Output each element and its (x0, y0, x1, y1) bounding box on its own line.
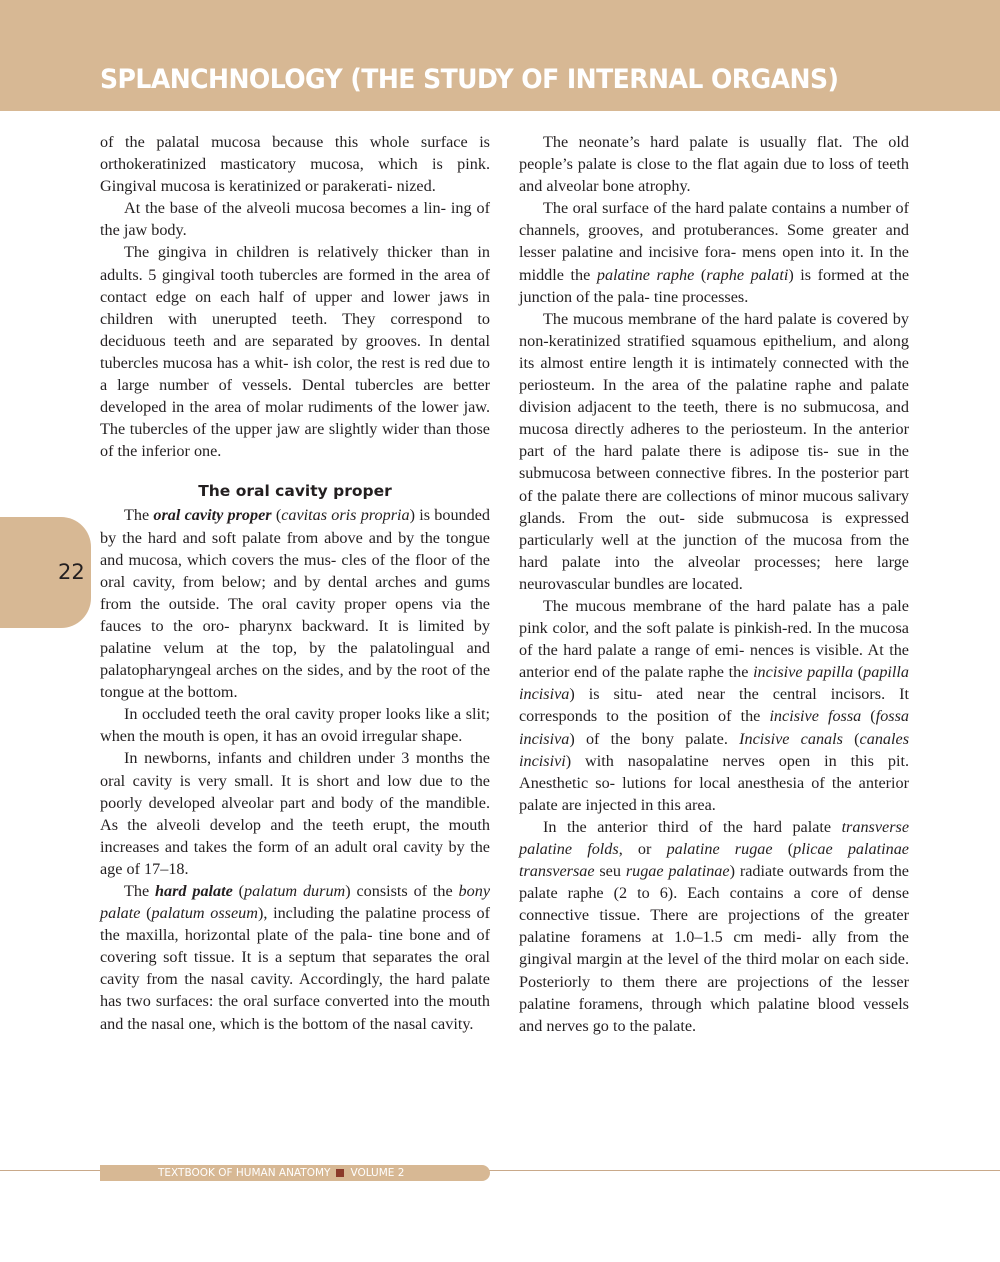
page-number: 22 (58, 560, 85, 584)
term-italic: transverse palatine folds (519, 817, 909, 858)
latin-term: palatum osseum (151, 904, 258, 923)
term-italic: incisive papilla (753, 663, 854, 682)
latin-term: papilla incisiva (519, 663, 909, 704)
latin-term: palatum durum (244, 882, 346, 900)
square-bullet-icon (336, 1169, 344, 1177)
running-header-title: SPLANCHNOLOGY (THE STUDY OF INTERNAL ORGANS) (100, 64, 839, 95)
term-italic: incisive fossa (769, 707, 862, 726)
paragraph: The oral surface of the hard palate contains a number of channels, grooves, and protuberances. Some greater and lesser palatine and incisive fora- mens open into it. In the middle the palatine raphe (raphe palati) is formed at the junction of the pala- tine processes. (519, 199, 910, 306)
latin-term: rugae palatinae (625, 862, 730, 881)
paragraph: The neonate’s hard palate is usually flat. The old people’s palate is close to the flat again due to loss of teeth and alveolar bone atrophy. (519, 133, 909, 196)
term-italic: bony palate (100, 882, 490, 923)
paragraph: In the anterior third of the hard palate transverse palatine folds, or palatine rugae (plicae palatinae transversae seu rugae palatinae) radiate outwards from the palate raphe (2 to 6). Each contains a core of dense connective tissue. There are projections of the greater palatine foramens at 1.0–1.5 cm medi- ally from the gingival margin at the level of the third molar on each side. Posteriorly to them there are projections of the lesser palatine foramens, through which palatine blood vessels and nerves go to the palate. (519, 817, 909, 1035)
paragraph: In newborns, infants and children under 3 months the oral cavity is very small. It is short and low due to the poorly developed alveolar part and body of the mandible. As the alveoli develop and the teeth erupt, the mouth increases and takes the form of an adult oral cavity by the age of 17–18. (100, 749, 490, 878)
term-bold-italic: oral cavity proper (153, 506, 272, 525)
paragraph: of the palatal mucosa because this whole surface is orthokeratinized masticatory mucosa, which is pink. Gingival mucosa is keratinized or parakerati- nized. (100, 133, 490, 196)
footer-book-title: TEXTBOOK OF HUMAN ANATOMY (158, 1167, 331, 1179)
paragraph: The mucous membrane of the hard palate is covered by non-keratinized stratified squamous epithelium, and along its almost entire length it is intimately connected with the periosteum. In the area of the palatine raphe and palate division adjacent to the teeth, there is no submucosa, and mucosa directly adheres to the periosteum. In the anterior part of the hard palate there is adipose tis- sue in the submucosa between connective fibres. In the posterior part of the palate there are collections of minor mucous salivary glands. From the out- side submucosa is expressed particularly well at the junction of the mucosa from the hard palate into the alveolar processes; here large neurovascular bundles are located. (519, 309, 909, 593)
paragraph: The hard palate (palatum durum) consists of the bony palate (palatum osseum), including the palatine process of the maxilla, horizontal plate of the pala- tine bone and of covering soft tissue. It is a septum that separates the oral cavity from the nasal cavity. Accordingly, the hard palate has two surfaces: the oral surface converted into the mouth and the nasal one, which is the bottom of the nasal cavity. (100, 882, 490, 1033)
term-italic: palatine rugae (666, 840, 773, 858)
paragraph: In occluded teeth the oral cavity proper looks like a slit; when the mouth is open, it has an ovoid irregular shape. (100, 705, 490, 746)
footer-bar (100, 1165, 490, 1181)
term-bold-italic: hard palate (155, 882, 233, 900)
header-band (0, 0, 1000, 111)
paragraph: The gingiva in children is relatively thicker than in adults. 5 gingival tooth tubercles are formed in the area of contact edge on each half of upper and lower jaws in children with unerupted teeth. They correspond to deciduous teeth and are separated by grooves. In dental tubercles mucosa has a whit- ish color, the rest is red due to a large number of vessels. Dental tubercles are better developed in the area of molar rudiments of the lower jaw. The tubercles of the upper jaw are slightly wider than those of the inferior one. (100, 243, 490, 461)
term-italic: Incisive canals (739, 729, 843, 748)
latin-term: cavitas oris propria (281, 506, 410, 525)
latin-term: raphe palati (706, 265, 789, 284)
section-heading: The oral cavity proper (198, 482, 392, 501)
paragraph: The oral cavity proper (cavitas oris propria) is bounded by the hard and soft palate from above and by the tongue and mucosa, which covers the mus- cles of the floor of the oral cavity, from below; and by dental arches and gums from the outside. The oral cavity proper opens via the fauces to the oro- pharynx backward. It is limited by palatine velum at the top, by the palatolingual and palatopharyngeal arches on the sides, and by the root of the tongue at the bottom. (100, 506, 490, 702)
latin-term: fossa incisiva (519, 707, 909, 748)
paragraph: At the base of the alveoli mucosa becomes a lin- ing of the jaw body. (100, 199, 490, 240)
footer-volume: VOLUME 2 (350, 1167, 405, 1179)
paragraph: The mucous membrane of the hard palate has a pale pink color, and the soft palate is pinkish-red. In the mucosa of the hard palate a range of emi- nences is visible. At the anterior end of the palate raphe the incisive papilla (papilla incisiva) is situ- ated near the central incisors. It corresponds to the position of the incisive fossa (fossa incisiva) of the bony palate. Incisive canals (canales incisivi) with nasopalatine nerves open in this pit. Anesthetic so- lutions for local anesthesia of the anterior palate are injected in this area. (519, 596, 909, 814)
term-italic: palatine raphe (596, 265, 695, 284)
latin-term: plicae palatinae transversae (519, 840, 909, 881)
latin-term: canales incisivi (519, 729, 909, 770)
left-column (100, 131, 490, 1035)
footer-running-title (158, 1165, 404, 1181)
right-column (519, 131, 909, 1037)
